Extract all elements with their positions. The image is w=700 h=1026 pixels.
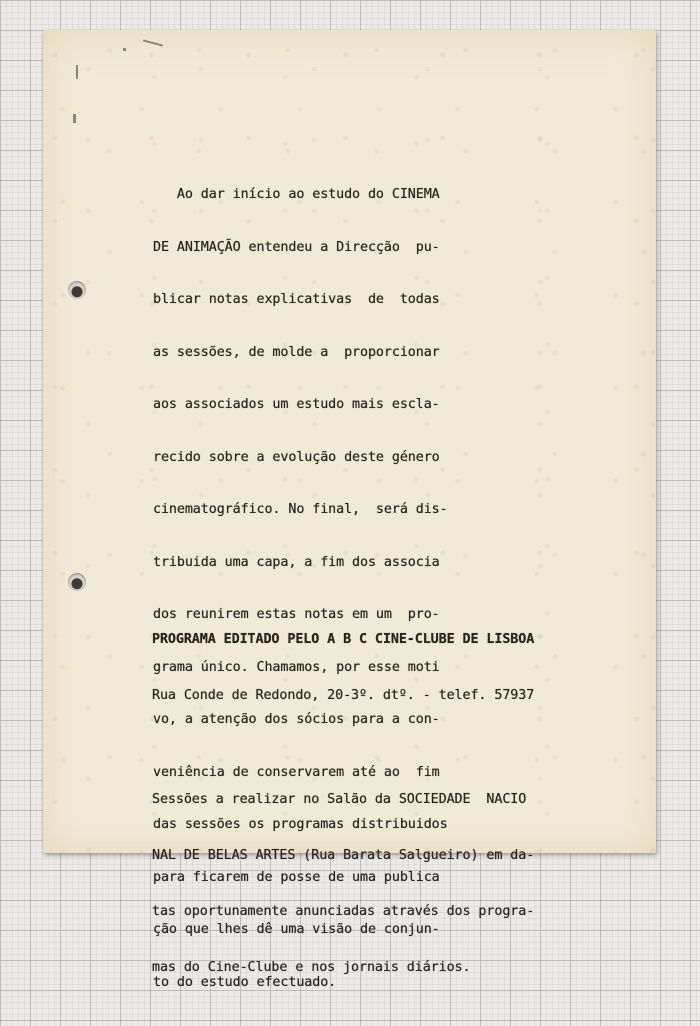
- sessions-line: tas oportunamente anunciadas através dos progra-: [152, 904, 535, 919]
- publisher-address: Rua Conde de Redondo, 20-3º. dtº. - telef. 57937: [152, 688, 535, 703]
- sessions-line: mas do Cine-Clube e nos jornais diários.: [152, 960, 471, 975]
- typewritten-sheet: [43, 30, 656, 990]
- spacer: [152, 739, 534, 757]
- text-line: ção que lhes dê uma visão de conjun-: [153, 922, 440, 937]
- punch-hole: [68, 573, 86, 591]
- paper-mark: [123, 48, 126, 51]
- text-line: blicar notas explicativas de todas: [153, 292, 440, 307]
- sessions-line: Sessões a realizar no Salão da SOCIEDADE NACIO: [152, 792, 527, 807]
- text-line: das sessões os programas distribuidos: [153, 817, 448, 832]
- text-line: aos associados um estudo mais escla-: [153, 397, 440, 412]
- publisher-info: [152, 597, 534, 1011]
- text-line: grama único. Chamamos, por esse moti: [153, 659, 440, 675]
- paper-mark: [73, 114, 76, 123]
- text-line: recido sobre a evolução deste género: [153, 449, 440, 465]
- sessions-line: NAL DE BELAS ARTES (Rua Barata Salgueiro) em da-: [152, 848, 535, 863]
- paper-mark: [76, 65, 78, 79]
- text-line: as sessões, de molde a proporcionar: [153, 344, 440, 360]
- text-line: vo, a atenção dos sócios para a con-: [153, 712, 440, 727]
- punch-hole: [68, 281, 86, 299]
- text-line: tribuida uma capa, a fim dos associa: [153, 554, 440, 570]
- text-line: Ao dar início ao estudo do CINEMA: [153, 187, 440, 202]
- text-line: cinematográfico. No final, será dis-: [153, 502, 448, 517]
- text-line: DE ANIMAÇÃO entendeu a Direcção pu-: [153, 239, 440, 255]
- paper-mark: [143, 39, 163, 46]
- text-line: veniência de conservarem até ao fim: [153, 764, 440, 780]
- text-line: dos reunirem estas notas em um pro-: [153, 607, 440, 622]
- text-line: para ficarem de posse de uma publica: [153, 869, 440, 885]
- text-line: to do estudo efectuado.: [153, 974, 337, 990]
- publisher-heading: PROGRAMA EDITADO PELO A B C CINE-CLUBE DE LISBOA: [152, 632, 535, 647]
